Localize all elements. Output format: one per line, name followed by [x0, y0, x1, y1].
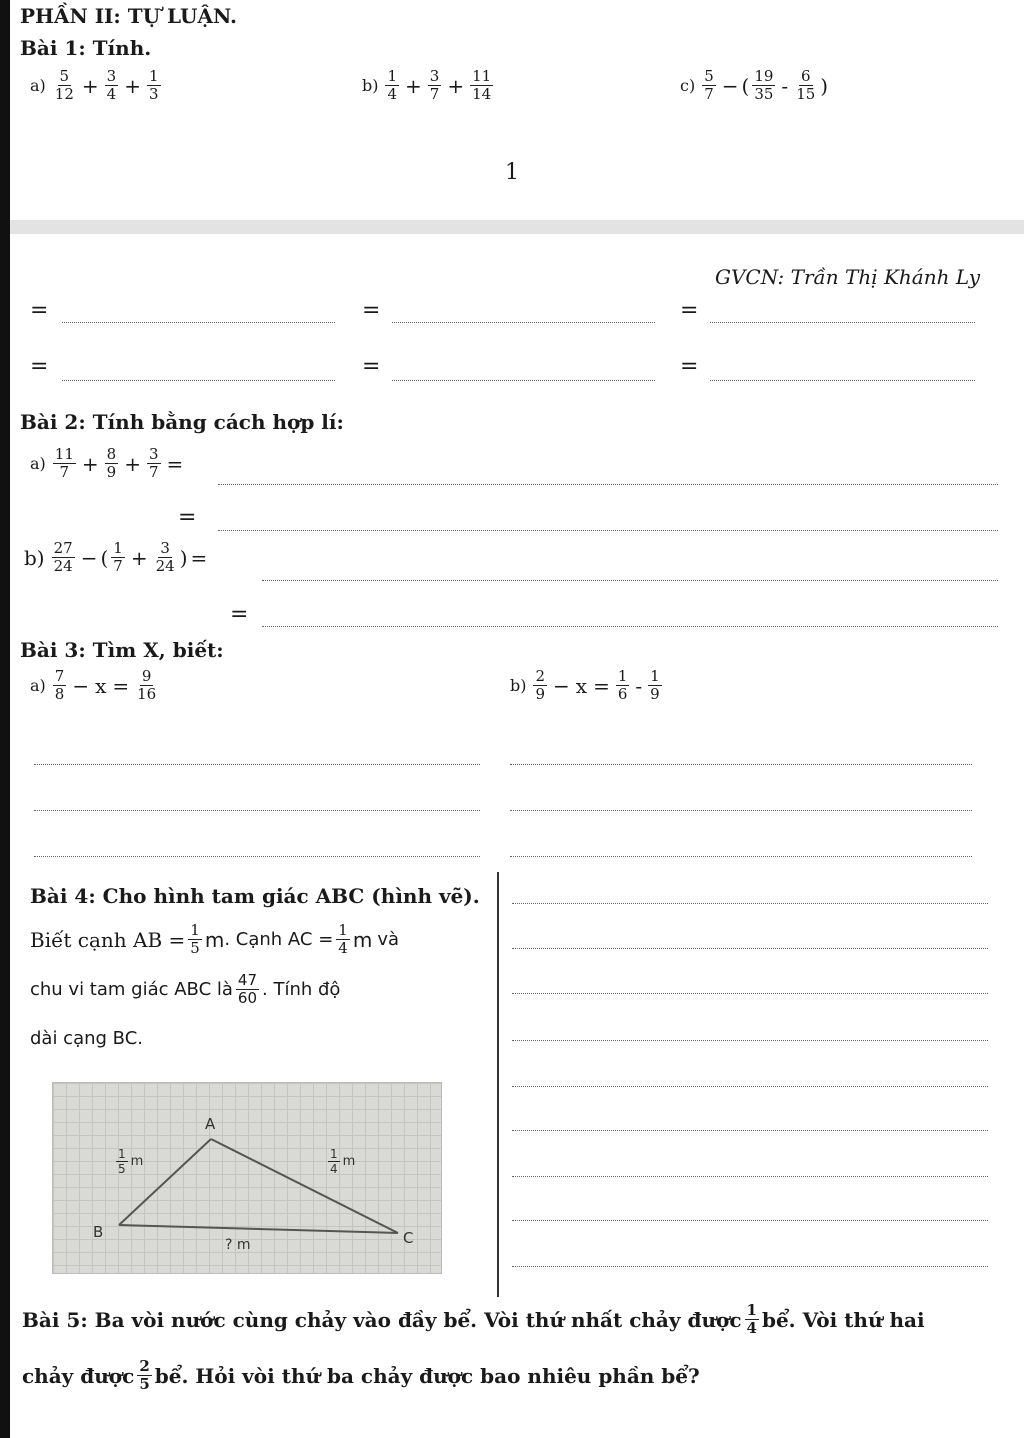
side-bc [119, 1225, 398, 1233]
fraction: $\frac{3}{24}$ [155, 539, 175, 575]
bai3-a-expression: a) $\frac{7}{8}$ − x = $\frac{9}{16}$ [30, 667, 157, 703]
left-edge-bar [0, 0, 10, 1438]
fraction: $\frac{11}{7}$ [54, 445, 74, 481]
answer-line[interactable] [510, 764, 972, 765]
answer-line[interactable] [34, 810, 480, 811]
answer-line[interactable] [34, 856, 480, 857]
section-title: PHẦN II: TỰ LUẬN. [20, 4, 237, 28]
fraction: $\frac{2}{5}$ [139, 1357, 150, 1393]
fraction: $\frac{19}{35}$ [754, 67, 774, 103]
fraction: $\frac{27}{24}$ [53, 539, 73, 575]
ab-length-label: $\frac{1}{5}$ m [118, 1147, 144, 1176]
answer-line[interactable] [262, 626, 998, 627]
bai2-heading: Bài 2: Tính bằng cách hợp lí: [20, 410, 344, 434]
fraction: $\frac{3}{7}$ [429, 67, 440, 103]
vertex-c-label: C [403, 1229, 414, 1247]
answer-line[interactable] [710, 380, 975, 381]
answer-line[interactable] [512, 1266, 988, 1267]
bai1-a-expression: a) $\frac{5}{12}$ + $\frac{3}{4}$ + $\frac{1}{3}$ [30, 67, 159, 103]
column-divider [497, 872, 499, 1297]
fraction: $\frac{3}{7}$ [148, 445, 159, 481]
equals-sign: = [178, 505, 197, 530]
answer-line[interactable] [262, 580, 998, 581]
answer-line[interactable] [512, 1176, 988, 1177]
answer-line[interactable] [62, 322, 335, 323]
bai3-b-expression: b) $\frac{2}{9}$ − x = $\frac{1}{6}$ - $\frac{1}{9}$ [510, 667, 660, 703]
bai1-b-expression: b) $\frac{1}{4}$ + $\frac{3}{7}$ + $\frac{11}{14}$ [362, 67, 492, 103]
bai4-line4: dài cạng BC. [30, 1028, 143, 1049]
answer-line[interactable] [218, 530, 998, 531]
bai4-heading: Bài 4: Cho hình tam giác ABC (hình vẽ). [30, 884, 480, 908]
fraction: $\frac{1}{6}$ [617, 667, 628, 703]
answer-line[interactable] [512, 948, 988, 949]
equals-sign: = [680, 354, 699, 379]
equals-sign: = [362, 298, 381, 323]
fraction: $\frac{47}{60}$ [237, 971, 257, 1007]
bai4-line3: chu vi tam giác ABC là $\frac{47}{60}$ . Tính độ [30, 971, 341, 1007]
fraction: $\frac{8}{9}$ [106, 445, 117, 481]
bai5-line1: Bài 5: Ba vòi nước cùng chảy vào đầy bể. Vòi thứ nhất chảy được $\frac{1}{4}$ bể. Vòi thứ hai [22, 1301, 925, 1337]
equals-sign: = [30, 298, 49, 323]
answer-line[interactable] [512, 993, 988, 994]
fraction: $\frac{7}{8}$ [54, 667, 65, 703]
vertex-a-label: A [205, 1115, 216, 1133]
ac-length-label: $\frac{1}{4}$ m [330, 1147, 356, 1176]
fraction: $\frac{1}{4}$ [338, 921, 348, 957]
equals-sign: = [230, 602, 249, 627]
bai1-c-expression: c) $\frac{5}{7}$ − ( $\frac{19}{35}$ - $\frac{6}{15}$ ) [680, 67, 829, 103]
answer-line[interactable] [510, 856, 972, 857]
fraction: $\frac{5}{12}$ [54, 67, 74, 103]
equals-sign: = [680, 298, 699, 323]
page-break-band [10, 220, 1024, 234]
bai2-b-expression: b) $\frac{27}{24}$ − ( $\frac{1}{7}$ + $\frac{3}{24}$ ) = [24, 539, 208, 575]
page-number: 1 [505, 160, 519, 185]
teacher-name: GVCN: Trần Thị Khánh Ly [715, 265, 981, 289]
fraction: $\frac{1}{7}$ [113, 539, 123, 575]
fraction: $\frac{5}{7}$ [704, 67, 714, 103]
fraction: $\frac{1}{5}$ [190, 921, 200, 957]
fraction: $\frac{11}{14}$ [472, 67, 492, 103]
answer-line[interactable] [512, 1086, 988, 1087]
answer-line[interactable] [34, 764, 480, 765]
bai4-line2: Biết cạnh AB = $\frac{1}{5}$ m . Cạnh AC = $\frac{1}{4}$ m và [30, 921, 399, 957]
fraction: $\frac{1}{3}$ [148, 67, 159, 103]
bai5-line2: chảy được $\frac{2}{5}$ bể. Hỏi vòi thứ ba chảy được bao nhiêu phần bể? [22, 1357, 700, 1393]
fraction: $\frac{3}{4}$ [106, 67, 117, 103]
fraction: $\frac{6}{15}$ [796, 67, 816, 103]
bc-length-label: ? m [225, 1237, 251, 1253]
answer-line[interactable] [218, 484, 998, 485]
vertex-b-label: B [93, 1223, 104, 1241]
triangle-figure [52, 1082, 442, 1274]
answer-line[interactable] [512, 1130, 988, 1131]
equals-sign: = [362, 354, 381, 379]
answer-line[interactable] [62, 380, 335, 381]
bai3-heading: Bài 3: Tìm X, biết: [20, 638, 224, 662]
fraction: $\frac{2}{9}$ [535, 667, 546, 703]
side-ac [211, 1139, 398, 1233]
answer-line[interactable] [510, 810, 972, 811]
answer-line[interactable] [512, 1220, 988, 1221]
answer-line[interactable] [392, 380, 655, 381]
fraction: $\frac{9}{16}$ [137, 667, 157, 703]
answer-line[interactable] [512, 1040, 988, 1041]
bai1-heading: Bài 1: Tính. [20, 36, 152, 60]
fraction: $\frac{1}{4}$ [746, 1301, 757, 1337]
bai2-a-expression: a) $\frac{11}{7}$ + $\frac{8}{9}$ + $\frac{3}{7}$ = [30, 445, 184, 481]
answer-line[interactable] [392, 322, 655, 323]
fraction: $\frac{1}{9}$ [650, 667, 660, 703]
answer-line[interactable] [710, 322, 975, 323]
answer-line[interactable] [512, 903, 988, 904]
fraction: $\frac{1}{4}$ [387, 67, 398, 103]
equals-sign: = [30, 354, 49, 379]
